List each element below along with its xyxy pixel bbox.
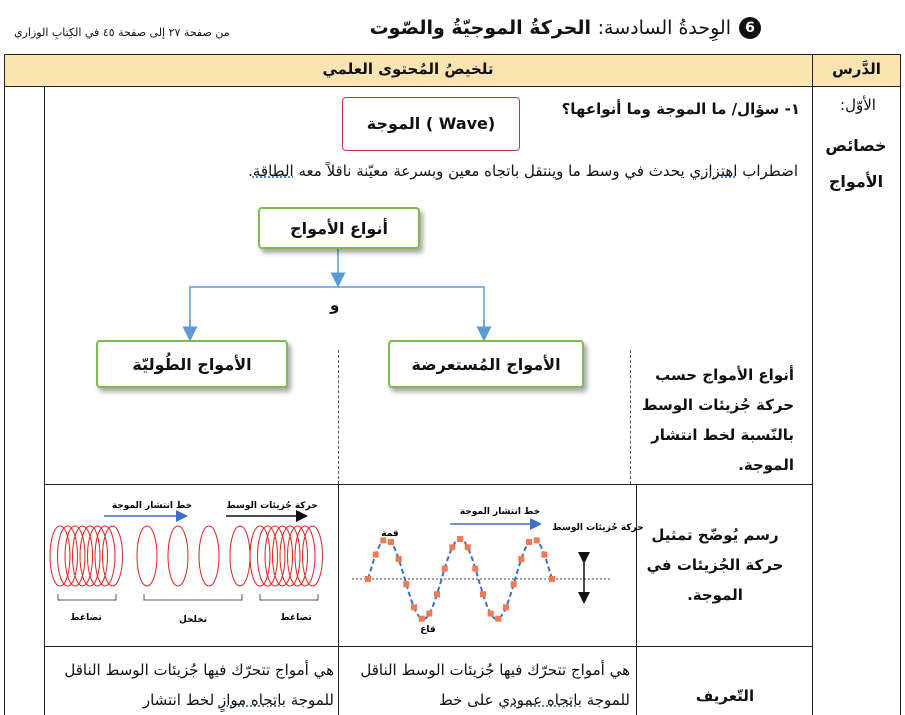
particle-marker [534,537,540,543]
longitudinal-definition [48,655,334,715]
types-connector-letter: و [330,296,340,314]
definition-row-label: التّعريف [695,687,755,705]
particle-marker [396,556,402,562]
definition-part: على خط [438,691,499,709]
compression-label-left: تضاغط [70,613,102,623]
longitudinal-box [96,340,288,388]
definition-part: . [248,162,253,180]
definition-part: يحدث في وسط ما وينتقل باتجاه معين وبسرعة معيّنة ناقلاً معه [293,162,690,180]
lesson-name: خصائص الأمواج [825,136,887,191]
particle-marker [511,581,517,587]
longitudinal-label: الأمواج الطُوليّة [132,354,252,374]
particle-marker [449,544,455,550]
particle-marker [426,611,432,617]
term-perpendicular: باتجاه عمودي [498,691,582,709]
particle-marker [480,591,486,597]
compression-bracket-left [58,594,116,600]
unit-label: الوِحدةُ السادسة: [597,17,731,39]
spring-coil [230,526,250,586]
wave-term: الموجة ( Wave) [366,114,496,133]
long-particle-motion-label: حركة جُزيئات الوسط [226,501,318,511]
unit-title: الحركةُ الموجيّةُ والصّوت [369,17,598,39]
unit-number-badge: 6 [739,17,761,39]
particle-marker [365,576,371,582]
term-energy: الطاقة [252,162,294,180]
rarefaction-bracket [144,594,242,600]
long-propagation-label: خط انتشار الموجة [111,501,193,511]
lesson-number: الأوّل: [840,96,876,114]
lesson-column-title: الدَّرس [832,60,881,78]
spring-coils [50,526,323,586]
transverse-wave-diagram [340,486,644,644]
particle-marker [419,616,425,622]
particle-marker [495,616,501,622]
transverse-label: الأمواج المُستعرضة [411,354,561,374]
question-text: ١- سؤال/ ما الموجة وما أنواعها؟ [561,100,800,118]
spring-coil [199,526,219,586]
particle-marker [434,591,440,597]
particle-marker [549,576,555,582]
definition-part: هي أمواج تتحرّك فيها جُزيئات الوسط الناقل للموجة [360,661,630,709]
spring-coil [137,526,157,586]
particle-marker [526,539,532,545]
transverse-box [388,340,584,388]
propagation-label: خط انتشار الموجة [459,507,541,517]
types-root-box [258,207,420,249]
compression-label-right: تضاغط [280,613,312,623]
definition-part: لخط انتشار [142,691,219,709]
particle-marker [403,581,409,587]
drawing-description: رسم يُوضّح تمثيل حركة الجُزيئات في الموجة. [646,526,784,604]
particle-marker [373,552,379,558]
content-title: تلخيصُ المُحتوى العلمي [322,60,494,78]
term-vibrational: اهتزازي [689,162,738,180]
trough-label: قاع [420,625,436,635]
particle-marker [442,566,448,572]
definition-part: هي أمواج تتحرّك فيها جُزيئات الوسط الناقل للموجة [64,661,334,709]
particle-marker [465,544,471,550]
pages-reference: من صفحة ٢٧ إلى صفحة ٤٥ في الكِتابِ الوزاري [14,26,230,39]
particle-marker [541,552,547,558]
particle-marker [388,539,394,545]
particle-marker [518,556,524,562]
term-parallel: باتجاه موازٍ [218,691,286,709]
particle-marker [503,604,509,610]
crest-label: قمة [381,529,399,539]
rarefaction-label: تخلخل [178,615,208,625]
types-root-label: أنواع الأمواج [290,218,388,238]
compression-bracket-right [260,594,318,600]
particle-motion-label: حركة جُزيئات الوسط [552,523,644,533]
transverse-definition [344,655,630,715]
definition-part: اضطراب [737,162,798,180]
particle-marker [472,566,478,572]
longitudinal-wave-diagram [46,486,336,644]
types-description: أنواع الأمواج حسب حركة جُزيئات الوسط بالنّسبة لخط انتشار الموجة. [642,366,794,474]
spring-coil [168,526,188,586]
particle-marker [488,611,494,617]
particle-marker [457,536,463,542]
particle-marker [411,604,417,610]
